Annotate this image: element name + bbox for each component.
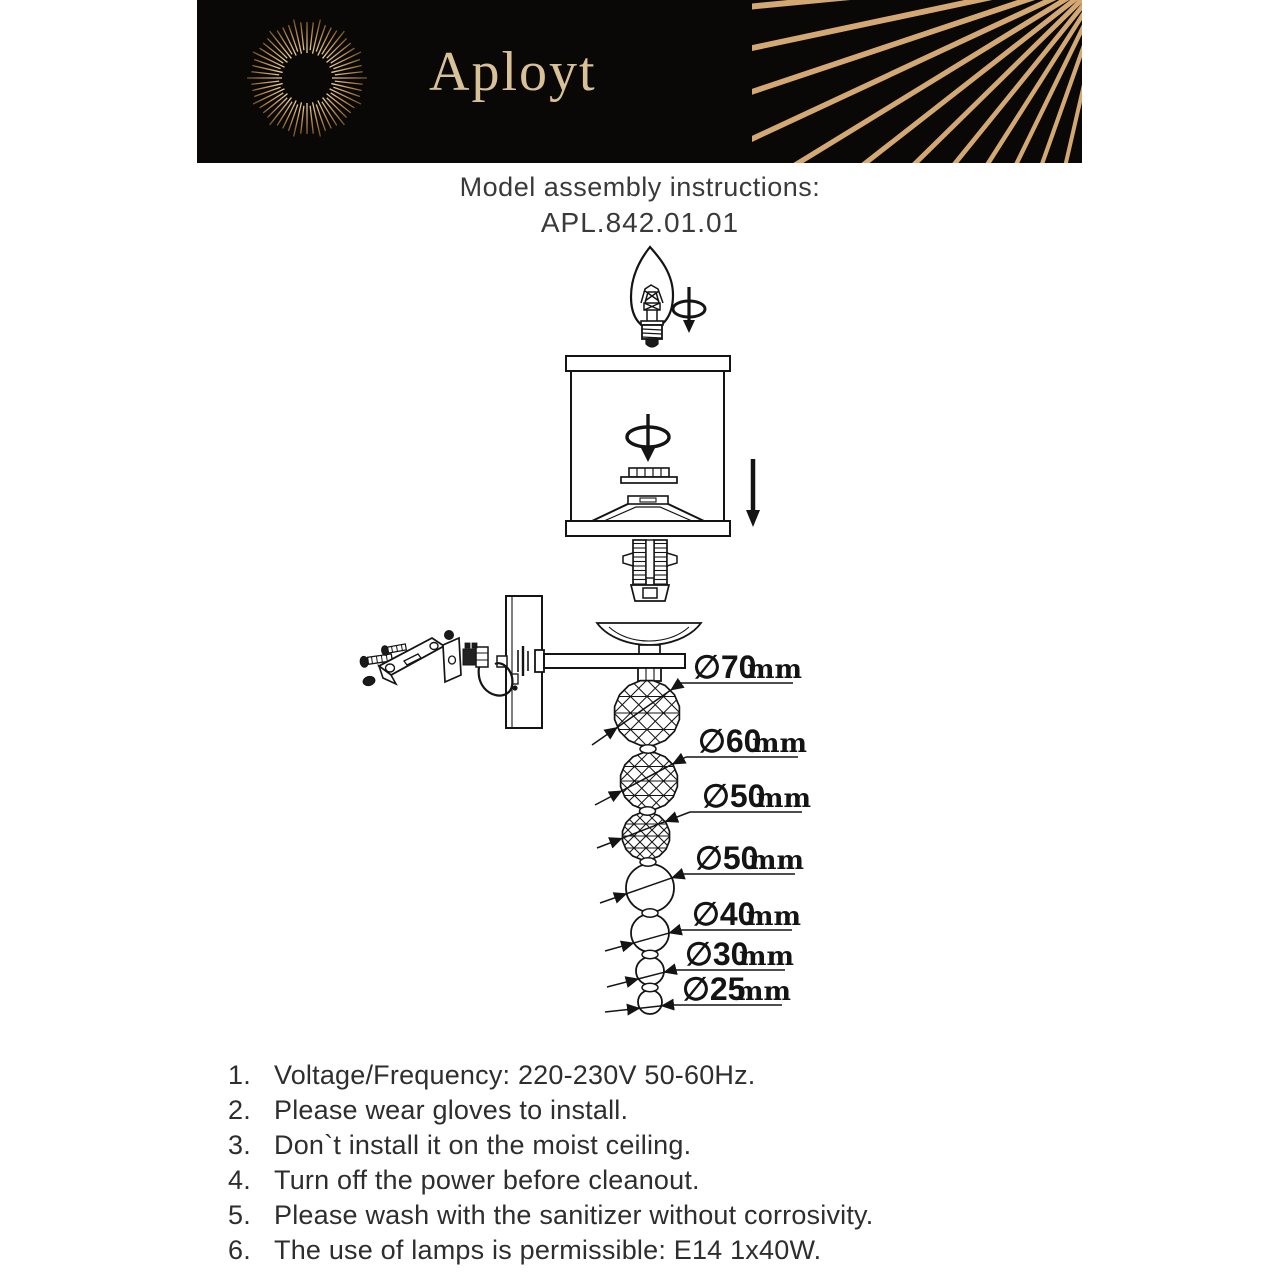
dim-30-unit: mm [739, 942, 795, 972]
dim-25-value: ∅25 [682, 971, 746, 1007]
lampholder-seat-drawing [621, 468, 677, 483]
instruction-text: Please wash with the sanitizer without corrosivity. [274, 1200, 874, 1230]
arm-drawing [535, 650, 685, 681]
mount-hardware-drawing [359, 631, 512, 696]
dim-40-unit: mm [746, 902, 802, 932]
instruction-item [228, 1198, 873, 1233]
instruction-text: Please wear gloves to install. [274, 1095, 629, 1125]
instruction-text: The use of lamps is permissible: E14 1x40W. [274, 1235, 822, 1265]
dim-60-unit: mm [752, 729, 808, 759]
instruction-number: 4. [228, 1165, 251, 1195]
instructions-list [228, 1058, 873, 1268]
instruction-item [228, 1233, 873, 1268]
instruction-text: Don`t install it on the moist ceiling. [274, 1130, 692, 1160]
insert-down-arrow-icon [746, 459, 760, 527]
instruction-item [228, 1163, 873, 1198]
instruction-number: 2. [228, 1095, 251, 1125]
candle-bulb-drawing [631, 247, 673, 347]
instruction-number: 6. [228, 1235, 251, 1265]
dim-50b-unit: mm [749, 846, 805, 876]
page-title: Model assembly instructions: [459, 172, 821, 202]
instruction-item [228, 1058, 873, 1093]
dim-50a-value: ∅50 [702, 778, 766, 814]
instruction-text: Voltage/Frequency: 220-230V 50-60Hz. [274, 1060, 756, 1090]
instruction-number: 1. [228, 1060, 251, 1090]
dim-50b-value: ∅50 [695, 840, 759, 876]
brand-name: Aployt [429, 41, 597, 103]
model-number: APL.842.01.01 [540, 207, 740, 238]
instruction-text: Turn off the power before cleanout. [274, 1165, 700, 1195]
dim-70-value: ∅70 [693, 649, 757, 685]
bobeche-drawing [597, 623, 701, 655]
instruction-item [228, 1128, 873, 1163]
dim-25-unit: mm [736, 977, 792, 1007]
instruction-number: 5. [228, 1200, 251, 1230]
dim-40-value: ∅40 [692, 896, 756, 932]
dim-30-value: ∅30 [685, 936, 749, 972]
instruction-number: 3. [228, 1130, 251, 1160]
dim-50a-unit: mm [756, 784, 812, 814]
instruction-item [228, 1093, 873, 1128]
dim-60-value: ∅60 [698, 723, 762, 759]
bulb-rotate-icon [673, 287, 705, 333]
socket-drawing [623, 540, 677, 601]
dim-70-unit: mm [747, 655, 803, 685]
